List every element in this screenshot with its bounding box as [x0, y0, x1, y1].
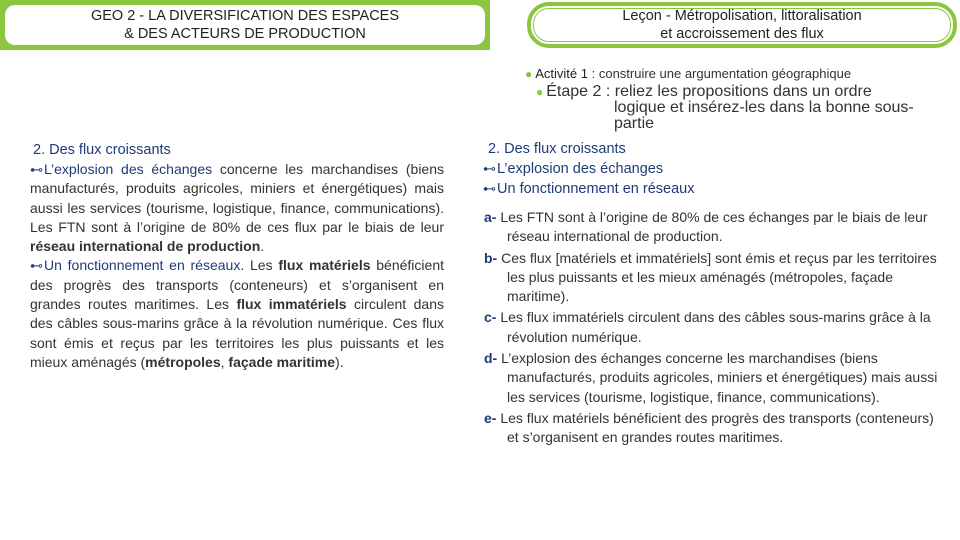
proposition-letter: c- — [484, 309, 497, 326]
book-bullet-icon: ⊷ — [483, 181, 496, 196]
activity-label: Activité 1 — [535, 66, 588, 81]
paragraph-reseaux-t5: ). — [335, 353, 344, 370]
paragraph-reseaux-b2: flux immatériels — [236, 296, 347, 313]
proposition-text: L’explosion des échanges concerne les marchandises (biens manufacturés, produits agricoles, miniers et énergétiques) mais aussi les services (tourisme, logistique, finance, communications). — [497, 350, 938, 405]
lesson-title-inner — [533, 8, 951, 42]
proposition-d — [484, 349, 944, 407]
proposition-e — [484, 409, 944, 448]
paragraph-reseaux-t2: bénéficient des progrès des transports (conteneurs) et s’organisent en grandes routes maritimes. Les — [30, 257, 444, 313]
proposition-text: Ces flux [matériels et immatériels] sont émis et reçus par les territoires les plus puissants et les mieux aménagés (métropoles, façade maritime). — [497, 249, 937, 305]
book-bullet-icon: ⊷ — [483, 161, 496, 176]
step-instruction — [536, 84, 946, 132]
activity-line — [525, 66, 851, 81]
paragraph-echanges-text: concerne les marchandises (biens manufacturés, produits agricoles, miniers et énergétiques) mais aussi les services (tourisme, logistique, finance, communications). Les FTN sont à l’origine de 80% de ces flux par le biais de leur — [30, 161, 444, 235]
step-line1 — [536, 84, 946, 100]
step-rest: logique et insérez-les dans la bonne sous-partie — [614, 99, 914, 132]
proposition-letter: b- — [484, 249, 498, 266]
paragraph-reseaux-t3: circulent dans des câbles sous-marins grâce à la révolution numérique. Ces flux sont émis et reçus par les territoires les plus puissants et les mieux aménagés ( — [30, 296, 444, 370]
green-dot-icon: ● — [525, 67, 533, 81]
proposition-b — [484, 249, 944, 307]
lesson-title-box — [527, 2, 957, 48]
paragraph-reseaux-t4: , — [220, 353, 229, 370]
proposition-text: Les flux immatériels circulent dans des câbles sous-marins grâce à la révolution numérique. — [496, 309, 931, 345]
proposition-text: Les flux matériels bénéficient des progrès des transports (conteneurs) et s’organisent en grandes routes maritimes. — [496, 409, 934, 446]
paragraph-reseaux-b4: façade maritime — [228, 353, 336, 370]
outline-item-reseaux-text: Un fonctionnement en réseaux — [497, 181, 695, 197]
proposition-text: Les FTN sont à l’origine de 80% de ces échanges par le biais de leur réseau international de production. — [496, 209, 928, 245]
proposition-letter: d- — [484, 350, 498, 367]
proposition-letter: a- — [484, 209, 497, 225]
paragraph-reseaux — [30, 256, 444, 372]
outline-item-echanges-text: L’explosion des échanges — [497, 161, 664, 177]
paragraph-reseaux-lead: Un fonctionnement en réseaux — [44, 257, 241, 274]
paragraph-echanges-lead: L’explosion des échanges — [44, 161, 213, 177]
paragraph-reseaux-b3: métropoles — [145, 353, 221, 370]
chapter-title-inner — [5, 5, 485, 45]
step-first-text: Étape 2 : reliez les propositions dans un ordre — [546, 83, 872, 100]
proposition-a — [484, 208, 944, 247]
paragraph-reseaux-b1: flux matériels — [278, 257, 371, 274]
chapter-title-line2: & DES ACTEURS DE PRODUCTION — [124, 26, 366, 42]
propositions-list — [484, 208, 944, 450]
paragraph-reseaux-t1: . Les — [240, 257, 279, 274]
lesson-text — [30, 140, 444, 372]
chapter-title-line1: GEO 2 - LA DIVERSIFICATION DES ESPACES — [90, 8, 400, 24]
outline-item-reseaux — [483, 179, 695, 199]
paragraph-echanges-bold: réseau international de production — [30, 238, 261, 255]
paragraph-echanges-end: . — [260, 238, 265, 255]
left-heading: 2. Des flux croissants — [33, 142, 171, 158]
outline-item-echanges — [483, 159, 695, 179]
book-bullet-icon: ⊷ — [30, 162, 43, 177]
lesson-title-line2: et accroissement des flux — [660, 26, 824, 42]
book-bullet-icon: ⊷ — [30, 258, 43, 274]
green-dot-icon: ● — [536, 85, 544, 99]
activity-text: : construire une argumentation géographique — [588, 66, 852, 81]
proposition-letter: e- — [484, 409, 497, 426]
exercise-outline — [483, 140, 695, 199]
right-heading: 2. Des flux croissants — [488, 141, 626, 157]
proposition-c — [484, 308, 944, 347]
chapter-title-box — [0, 0, 490, 50]
lesson-title-line1: Leçon - Métropolisation, littoralisation — [622, 8, 862, 24]
paragraph-echanges — [30, 160, 444, 256]
